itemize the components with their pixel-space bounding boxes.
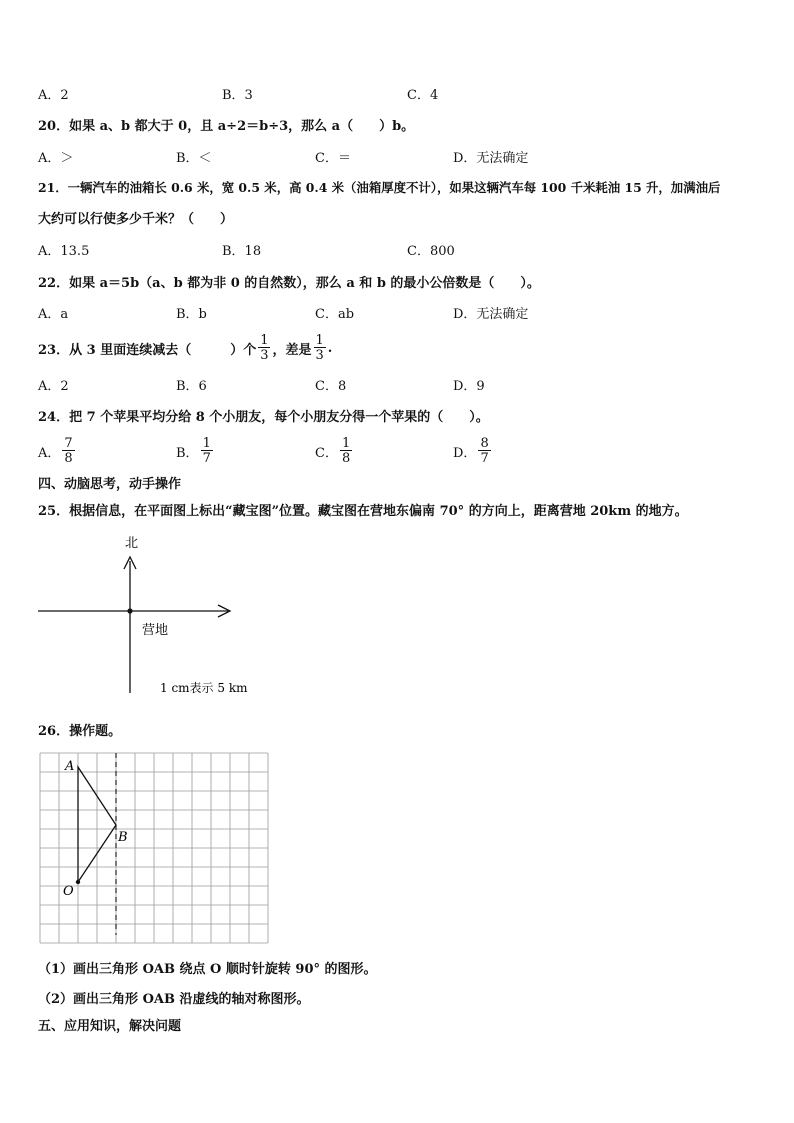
q23-fraction-1-denominator: 3 <box>260 348 269 363</box>
q26-task-1: （1）画出三角形 OAB 绕点 O 顺时针旋转 90° 的图形。 <box>38 962 377 977</box>
q23-fraction-1-numerator: 1 <box>260 333 269 348</box>
q26-grid-diagram <box>35 745 275 945</box>
q24-option-c-fraction <box>340 437 352 465</box>
q21-option-a: A．13.5 <box>38 244 90 259</box>
camp-point <box>127 608 132 613</box>
q23-stem-part3: . <box>327 340 333 356</box>
point-b-label: B <box>118 830 128 845</box>
north-label: 北 <box>125 536 139 551</box>
q23-option-a: A．2 <box>38 379 69 394</box>
q24-option-c-numerator: 1 <box>341 436 351 451</box>
q23-option-b: B．6 <box>176 379 207 394</box>
q24-option-d-fraction <box>478 437 490 465</box>
q20-stem: 20．如果 a、b 都大于 0，且 a÷2＝b÷3，那么 a（ ）b。 <box>38 119 415 134</box>
q23-fraction-1 <box>258 334 270 362</box>
q24-option-b <box>176 432 215 470</box>
grid-lines <box>40 753 268 943</box>
q24-option-a-numerator: 7 <box>64 436 73 451</box>
q24-option-a-label: A． <box>38 445 61 461</box>
q25-direction-diagram <box>30 525 290 705</box>
q24-option-c-label: C． <box>315 445 338 461</box>
q19-option-b: B．3 <box>222 88 253 103</box>
q20-option-b: B．＜ <box>176 151 212 166</box>
q24-option-b-denominator: 7 <box>202 451 211 466</box>
q23-stem <box>38 328 332 368</box>
q20-option-d: D．无法确定 <box>453 151 529 166</box>
q24-option-b-numerator: 1 <box>202 436 211 451</box>
q21-option-b: B．18 <box>222 244 262 259</box>
q19-option-c: C．4 <box>407 88 439 103</box>
q24-option-d <box>453 432 493 470</box>
section-4-heading: 四、动脑思考，动手操作 <box>38 477 182 492</box>
q20-option-a: A．＞ <box>38 151 74 166</box>
camp-label: 营地 <box>142 623 169 638</box>
point-o-label: O <box>63 884 74 899</box>
q25-stem: 25．根据信息，在平面图上标出“藏宝图”位置。藏宝图在营地东偏南 70° 的方向上，距离营地 20km 的地方。 <box>38 504 688 519</box>
section-5-heading: 五、应用知识，解决问题 <box>38 1019 182 1034</box>
q23-option-c: C．8 <box>315 379 347 394</box>
q24-option-c <box>315 432 354 470</box>
q26-task-2: （2）画出三角形 OAB 沿虚线的轴对称图形。 <box>38 992 310 1007</box>
q19-option-a: A．2 <box>38 88 69 103</box>
q24-option-b-label: B． <box>176 445 199 461</box>
q23-fraction-2-denominator: 3 <box>315 348 324 363</box>
q24-option-b-fraction <box>201 437 213 465</box>
q20-option-c: C．＝ <box>315 151 351 166</box>
q24-option-a-fraction <box>62 437 74 465</box>
point-a-label: A <box>65 759 75 774</box>
q24-option-d-label: D． <box>453 445 477 461</box>
q22-option-a: A．a <box>38 307 69 322</box>
q26-stem: 26．操作题。 <box>38 724 122 739</box>
q24-option-a <box>38 432 77 470</box>
q22-option-c: C．ab <box>315 307 355 322</box>
q21-option-c: C．800 <box>407 244 455 259</box>
q23-stem-part2: ，差是 <box>272 342 312 358</box>
q24-option-c-denominator: 8 <box>341 451 351 466</box>
q24-option-d-denominator: 7 <box>480 451 489 466</box>
point-o-dot <box>76 880 80 884</box>
q22-option-b: B．b <box>176 307 207 322</box>
q23-option-d: D．9 <box>453 379 485 394</box>
scale-label: 1 cm表示 5 km <box>160 681 248 695</box>
q24-stem: 24．把 7 个苹果平均分给 8 个小朋友，每个小朋友分得一个苹果的（ ）。 <box>38 410 489 425</box>
q22-option-d: D．无法确定 <box>453 307 529 322</box>
q23-fraction-2-numerator: 1 <box>315 333 324 348</box>
q23-stem-part1: 23．从 3 里面连续减去（ ）个 <box>38 342 257 358</box>
q24-option-a-denominator: 8 <box>64 451 73 466</box>
q22-stem: 22．如果 a＝5b（a、b 都为非 0 的自然数），那么 a 和 b 的最小公倍数是（ ）。 <box>38 276 540 291</box>
q21-stem-line2: 大约可以行使多少千米？（ ） <box>38 212 234 227</box>
q23-fraction-2 <box>314 334 326 362</box>
q21-stem-line1: 21．一辆汽车的油箱长 0.6 米，宽 0.5 米，高 0.4 米（油箱厚度不计），如果这辆汽车每 100 千米耗油 15 升，加满油后 <box>38 180 721 195</box>
q24-option-d-numerator: 8 <box>480 436 489 451</box>
